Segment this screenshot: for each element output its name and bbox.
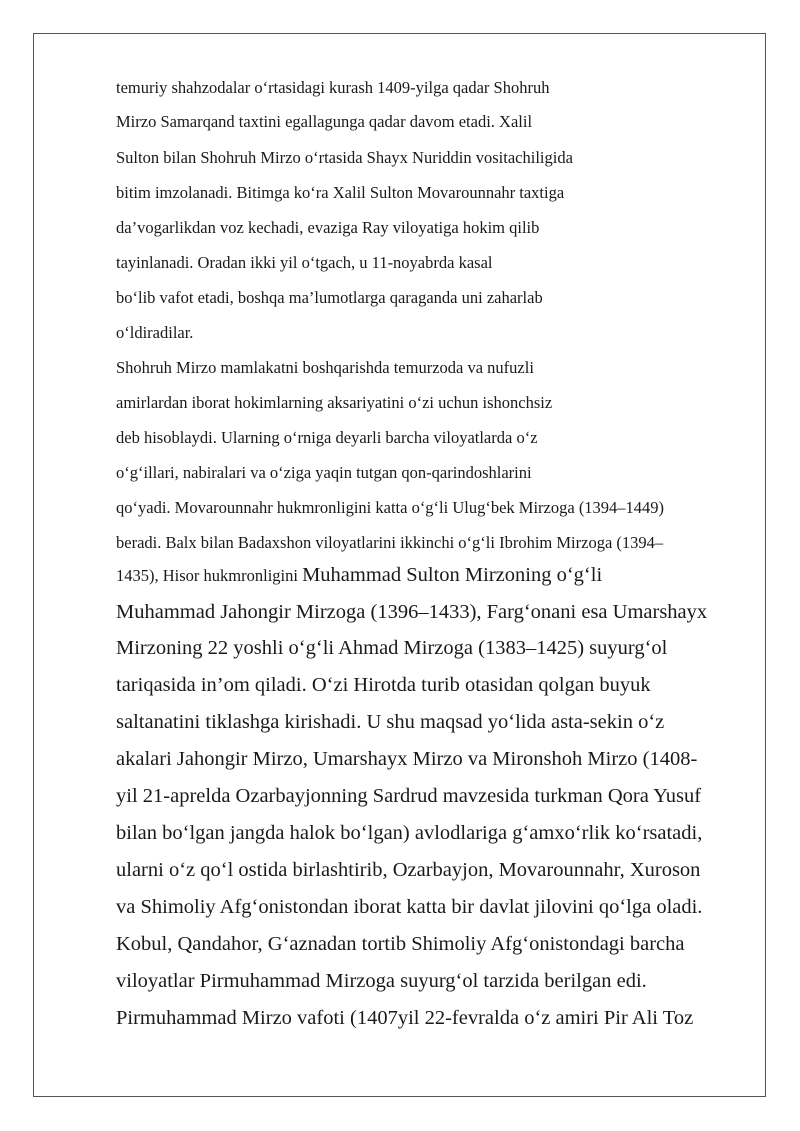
text-line: viloyatlar Pirmuhammad Mirzoga suyurg‘ol tarzida berilgan edi. [116, 970, 647, 992]
text-line: deb hisoblaydi. Ularning o‘rniga deyarli barcha viloyatlarda o‘z [116, 428, 538, 447]
text-line: Sulton bilan Shohruh Mirzo o‘rtasida Shayx Nuriddin vositachiligida [116, 148, 573, 167]
text-line: ularni o‘z qo‘l ostida birlashtirib, Ozarbayjon, Movarounnahr, Xuroson [116, 859, 701, 881]
text-line: qo‘yadi. Movarounnahr hukmronligini katta o‘g‘li Ulug‘bek Mirzoga (1394–1449) [116, 498, 665, 517]
text-line: Mirzo Samarqand taxtini egallagunga qadar davom etadi. Xalil [116, 112, 533, 131]
text-line: va Shimoliy Afg‘onistondan iborat katta bir davlat jilovini qo‘lga oladi. [116, 896, 703, 918]
text-line: Muhammad Jahongir Mirzoga (1396–1433), Farg‘onani esa Umarshayx [116, 601, 708, 623]
text-line: Shohruh Mirzo mamlakatni boshqarishda temurzoda va nufuzli [116, 358, 534, 377]
text-line: o‘ldiradilar. [116, 323, 194, 342]
text-line: tayinlanadi. Oradan ikki yil o‘tgach, u 11-noyabrda kasal [116, 253, 493, 272]
text-line: tariqasida in’om qiladi. O‘zi Hirotda turib otasidan qolgan buyuk [116, 674, 651, 696]
text-line: akalari Jahongir Mirzo, Umarshayx Mirzo va Mironshoh Mirzo (1408- [116, 748, 698, 770]
text-line: Kobul, Qandahor, G‘aznadan tortib Shimoliy Afg‘onistondagi barcha [116, 933, 685, 955]
text-run-small: 1435), Hisor hukmronligini [116, 566, 303, 585]
text-line: Mirzoning 22 yoshli o‘g‘li Ahmad Mirzoga (1383–1425) suyurg‘ol [116, 637, 668, 659]
text-line: da’vogarlikdan voz kechadi, evaziga Ray viloyatiga hokim qilib [116, 218, 540, 237]
text-line: bitim imzolanadi. Bitimga ko‘ra Xalil Sulton Movarounnahr taxtiga [116, 183, 565, 202]
text-line: yil 21-aprelda Ozarbayjonning Sardrud mavzesida turkman Qora Yusuf [116, 785, 702, 807]
text-line-mixed [116, 564, 602, 587]
text-line: saltanatini tiklashga kirishadi. U shu maqsad yo‘lida asta-sekin o‘z [116, 711, 665, 733]
text-line: temuriy shahzodalar o‘rtasidagi kurash 1409-yilga qadar Shohruh [116, 78, 550, 97]
text-line: o‘g‘illari, nabiralari va o‘ziga yaqin tutgan qon-qarindoshlarini [116, 463, 532, 482]
text-run-large: Muhammad Sulton Mirzoning o‘g‘li [302, 564, 603, 586]
text-line: bo‘lib vafot etadi, boshqa ma’lumotlarga qaraganda uni zaharlab [116, 288, 543, 307]
text-line: bilan bo‘lgan jangda halok bo‘lgan) avlodlariga g‘amxo‘rlik ko‘rsatadi, [116, 822, 703, 844]
text-line: beradi. Balx bilan Badaxshon viloyatlarini ikkinchi o‘g‘li Ibrohim Mirzoga (1394– [116, 533, 664, 552]
text-line: Pirmuhammad Mirzo vafoti (1407yil 22-fevralda o‘z amiri Pir Ali Toz [116, 1007, 694, 1029]
text-line: amirlardan iborat hokimlarning aksariyatini o‘zi uchun ishonchsiz [116, 393, 553, 412]
